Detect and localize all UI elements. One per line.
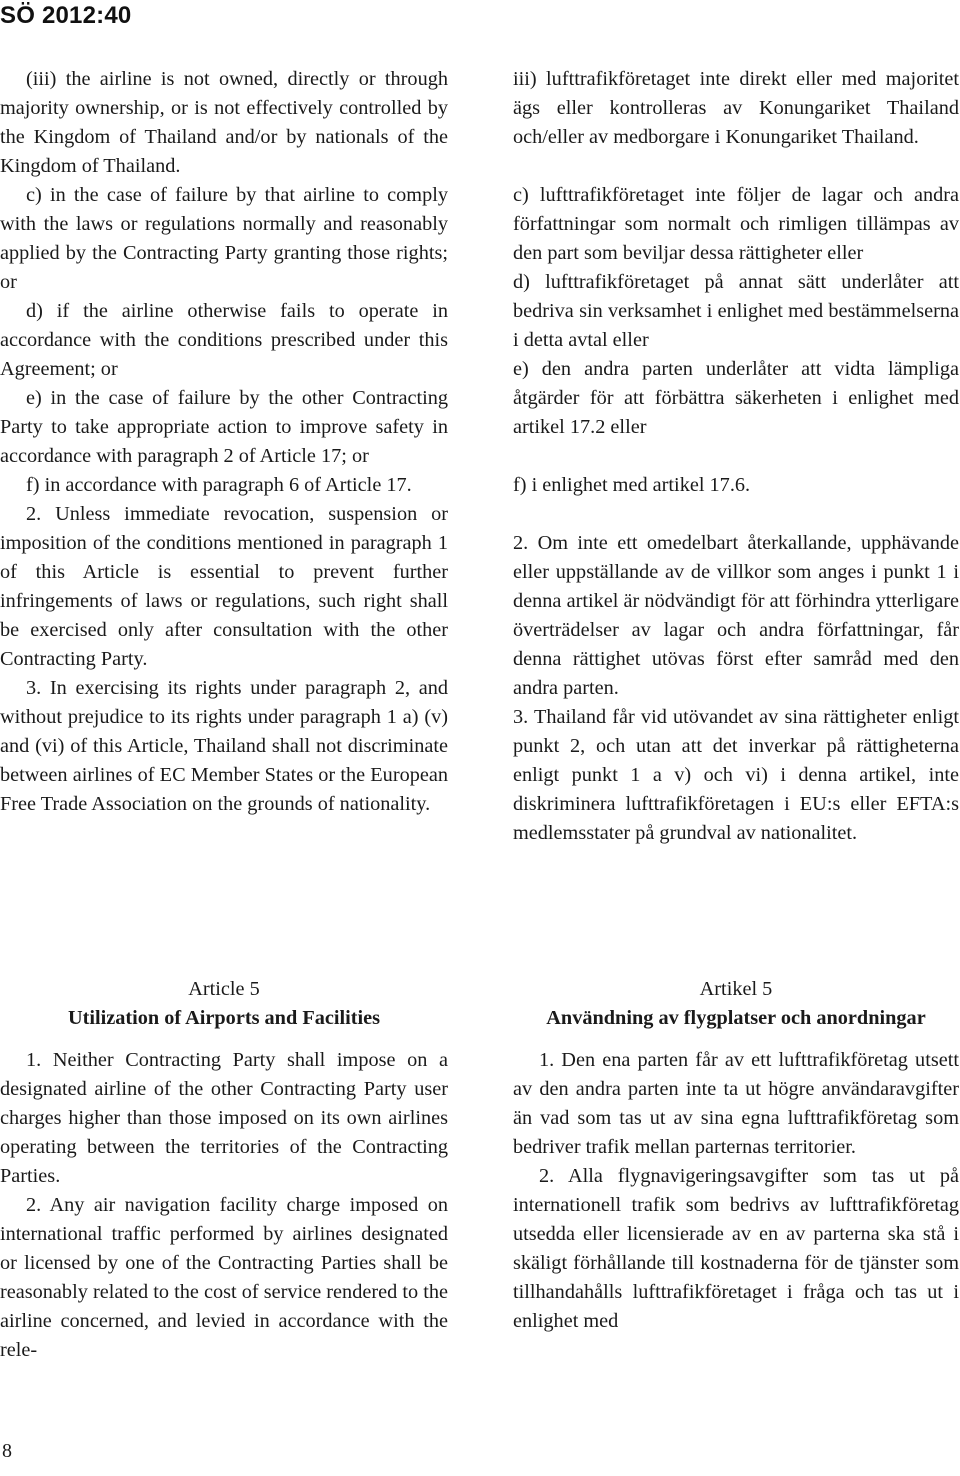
article5-paragraph-1: 1. Neither Contracting Party shall impose on a designated airline of the other Contracting Party user charges higher than those imposed on its own airlines operating between the territories of the Contracting Parties. <box>0 1049 448 1187</box>
document-reference: SÖ 2012:40 <box>0 2 132 29</box>
article-heading-sv <box>513 975 959 1033</box>
paragraph-a-iii: (iii) the airline is not owned, directly or through majority ownership, or is not effectively controlled by the Kingdom of Thailand and/or by nationals of the Kingdom of Thailand. <box>0 68 448 177</box>
stycke-a-iii: iii) lufttrafikföretaget inte direkt eller med majoritet ägs eller kontrolleras av Konungariket Thailand och/eller av medborgare i Konungariket Thailand. <box>513 68 959 148</box>
paragraph-e: e) in the case of failure by the other Contracting Party to take appropriate action to improve safety in accordance with paragraph 2 of Article 17; or <box>0 387 448 467</box>
swedish-text-upper <box>513 65 959 848</box>
paragraph-3: 3. In exercising its rights under paragraph 2, and without prejudice to its rights under paragraph 1 a) (v) and (vi) of this Article, Thailand shall not discriminate between airlines of EC Member States or the European Free Trade Association on the grounds of nationality. <box>0 677 448 815</box>
artikel5-stycke-2: 2. Alla flygnavigeringsavgifter som tas ut på internationell trafik som bedrivs av lufttrafikföretag utsedda eller licensierade av en av parterna ska stå i skäligt förhållande till kostnaderna för de tjänster som tillhandahålls lufttrafikföretaget i fråga och tas ut i enlighet med <box>513 1165 959 1332</box>
paragraph-f: f) in accordance with paragraph 6 of Article 17. <box>26 474 412 496</box>
article-title-sv: Användning av flygplatser och anordningar <box>546 1007 926 1029</box>
stycke-c: c) lufttrafikföretaget inte följer de lagar och andra författningar som normalt och rimligen tillämpas av den part som beviljar dessa rättigheter eller <box>513 184 959 264</box>
paragraph-c: c) in the case of failure by that airline to comply with the laws or regulations normally and reasonably applied by the Contracting Party granting those rights; or <box>0 184 448 293</box>
article5-paragraph-2: 2. Any air navigation facility charge imposed on international traffic performed by airlines designated or licensed by one of the Contracting Parties shall be reasonably related to the cost of service rendered to the airline concerned, and levied in accordance with the rele- <box>0 1194 448 1361</box>
stycke-3: 3. Thailand får vid utövandet av sina rättigheter enligt punkt 2, och utan att det inverkar på rättigheterna enligt punkt 1 a v) och vi) i denna artikel, inte diskriminera lufttrafikföretagen i EU:s eller EFTA:s medlemsstater på grundval av nationalitet. <box>513 706 959 844</box>
english-text-lower <box>0 1046 448 1365</box>
stycke-2: 2. Om inte ett omedelbart återkallande, upphävande eller uppställande av de villkor som anges i punkt 1 i denna artikel är nödvändigt för att förhindra ytterligare överträdelser av lagar och andra författningar, får denna rättighet utövas först efter samråd med den andra parten. <box>513 532 959 699</box>
english-text-upper <box>0 65 448 819</box>
article-title-en: Utilization of Airports and Facilities <box>67 1007 381 1029</box>
paragraph-2: 2. Unless immediate revocation, suspension or imposition of the conditions mentioned in paragraph 1 of this Article is essential to prevent further infringements of laws or regulations, such right shall be exercised only after consultation with the other Contracting Party. <box>0 503 448 670</box>
stycke-d: d) lufttrafikföretaget på annat sätt underlåter att bedriva sin verksamhet i enlighet med bestämmelserna i detta avtal eller <box>513 271 959 351</box>
article-heading-en <box>0 975 448 1033</box>
article-number-en: Article 5 <box>188 978 260 1000</box>
paragraph-d: d) if the airline otherwise fails to operate in accordance with the conditions prescribed under this Agreement; or <box>0 300 448 380</box>
stycke-f: f) i enlighet med artikel 17.6. <box>513 474 751 496</box>
page-number: 8 <box>2 1440 12 1462</box>
article-number-sv: Artikel 5 <box>699 978 773 1000</box>
artikel5-stycke-1: 1. Den ena parten får av ett lufttrafikföretag utsett av den andra parten inte ta ut högre användaravgifter än vad som tas ut av sina egna lufttrafikföretag som bedriver trafik mellan parternas territorier. <box>513 1049 959 1158</box>
swedish-text-lower <box>513 1046 959 1336</box>
stycke-e: e) den andra parten underlåter att vidta lämpliga åtgärder för att förbättra säkerheten i enlighet med artikel 17.2 eller <box>513 358 959 438</box>
